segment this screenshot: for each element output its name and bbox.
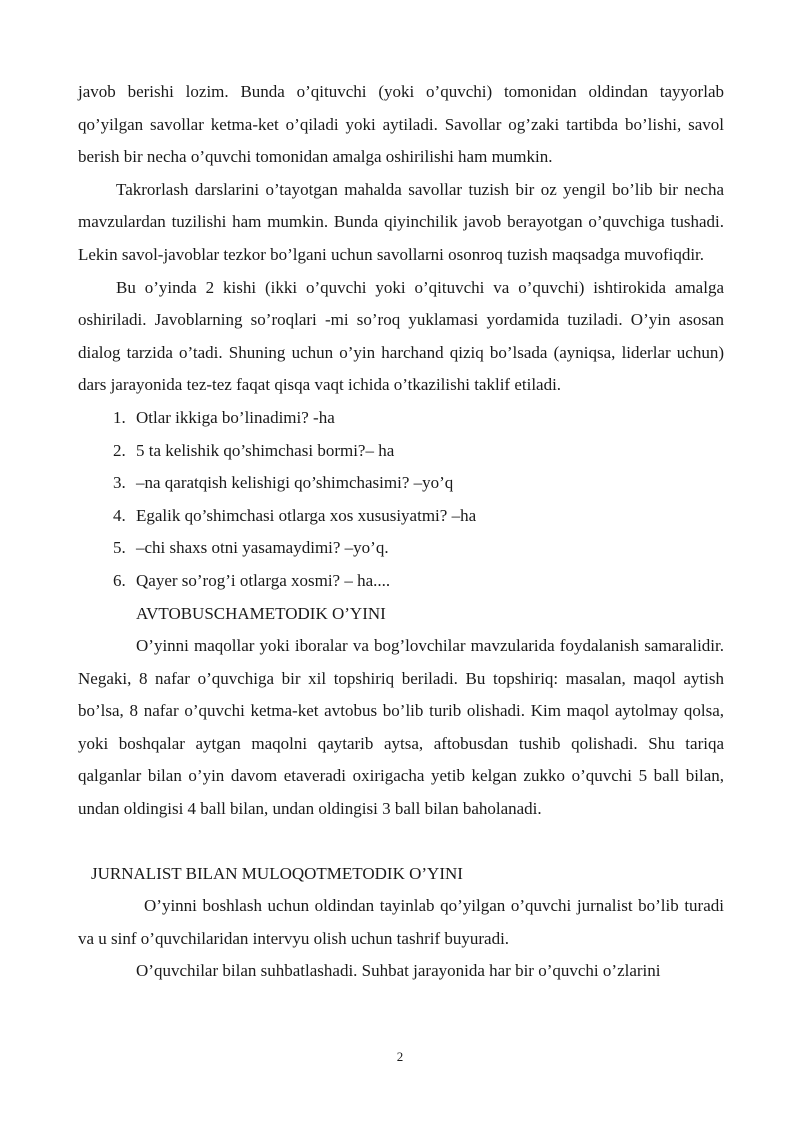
- paragraph-jurnalist-conversation: O’quvchilar bilan suhbatlashadi. Suhbat jarayonida har bir o’quvchi o’zlarini: [136, 961, 661, 981]
- list-item: [78, 467, 724, 500]
- list-item-text: –chi shaxs otni yasamaydimi? –yo’q.: [136, 538, 389, 558]
- paragraph-jurnalist-intro: O’yinni boshlash uchun oldindan tayinlab qo’yilgan o’quvchi jurnalist bo’lib turadi va u sinf o’quvchilaridan intervyu olish uchun tashrif buyuradi.: [78, 896, 724, 948]
- list-item-number: 4.: [113, 505, 126, 525]
- list-item-number: 5.: [113, 538, 126, 558]
- list-item: [78, 565, 724, 598]
- page-number: 2: [396, 1049, 404, 1064]
- question-list: [78, 402, 724, 598]
- list-item-text: –na qaratqish kelishigi qo’shimchasimi? –yo’q: [136, 473, 454, 493]
- list-item-text: 5 ta kelishik qo’shimchasi bormi?– ha: [136, 440, 395, 460]
- list-item-number: 1.: [113, 407, 126, 427]
- section-heading-jurnalist: JURNALIST BILAN MULOQOTMETODIK O’YINI: [91, 863, 463, 883]
- document-page: [78, 76, 724, 988]
- list-item-text: Otlar ikkiga bo’linadimi? -ha: [136, 407, 335, 427]
- list-item: [78, 532, 724, 565]
- list-item-number: 2.: [113, 440, 126, 460]
- paragraph-repetition-lessons: Takrorlash darslarini o’tayotgan mahalda savollar tuzish bir oz yengil bo’lib bir necha mavzulardan tuzilishi ham mumkin. Bunda qiyinchilik javob berayotgan o’quvchiga tushadi. Lekin savol-javoblar tezkor bo’lgani uchun savollarni osonroq tuzish maqsadga muvofiqdir.: [78, 179, 724, 264]
- list-item: [78, 435, 724, 468]
- list-item-text: Qayer so’rog’i otlarga xosmi? – ha....: [136, 570, 391, 590]
- list-item-number: 6.: [113, 570, 126, 590]
- paragraph-intro: javob berishi lozim. Bunda o’qituvchi (yoki o’quvchi) tomonidan oldindan tayyorlab qo’yilgan savollar ketma-ket o’qiladi yoki aytiladi. Savollar og’zaki tartibda bo’lishi, savol berish bir necha o’quvchi tomonidan amalga oshirilishi ham mumkin.: [78, 82, 724, 167]
- list-item: [78, 500, 724, 533]
- list-item-text: Egalik qo’shimchasi otlarga xos xususiyatmi? –ha: [136, 505, 477, 525]
- list-item: [78, 402, 724, 435]
- paragraph-game-description: Bu o’yinda 2 kishi (ikki o’quvchi yoki o’qituvchi va o’quvchi) ishtirokida amalga oshiriladi. Javoblarning so’roqlari -mi so’roq yuklamasi yordamida tuziladi. O’yin asosan dialog tarzida o’tadi. Shuning uchun o’yin harchand qiziq bo’lsada (ayniqsa, liderlar uchun) dars jarayonida tez-tez faqat qisqa vaqt ichida o’tkazilishi taklif etiladi.: [78, 277, 724, 395]
- list-item-number: 3.: [113, 473, 126, 493]
- section-heading-avtobuscha: AVTOBUSCHAMETODIK O’YINI: [136, 603, 386, 623]
- paragraph-avtobuscha-body: O’yinni maqollar yoki iboralar va bog’lovchilar mavzularida foydalanish samaralidir. Negaki, 8 nafar o’quvchiga bir xil topshiriq beriladi. Bu topshiriq: masalan, maqol aytish bo’lsa, 8 nafar o’quvchi ketma-ket avtobus bo’lib turib olishadi. Kim maqol aytolmay qolsa, yoki boshqalar aytgan maqolni qaytarib aytsa, aftobusdan tushib qolishadi. Shu tariqa qalganlar bilan o’yin davom etaveradi oxirigacha yetib kelgan zukko o’quvchi 5 ball bilan, undan oldingisi 4 ball bilan, undan oldingisi 3 ball bilan baholanadi.: [78, 636, 724, 819]
